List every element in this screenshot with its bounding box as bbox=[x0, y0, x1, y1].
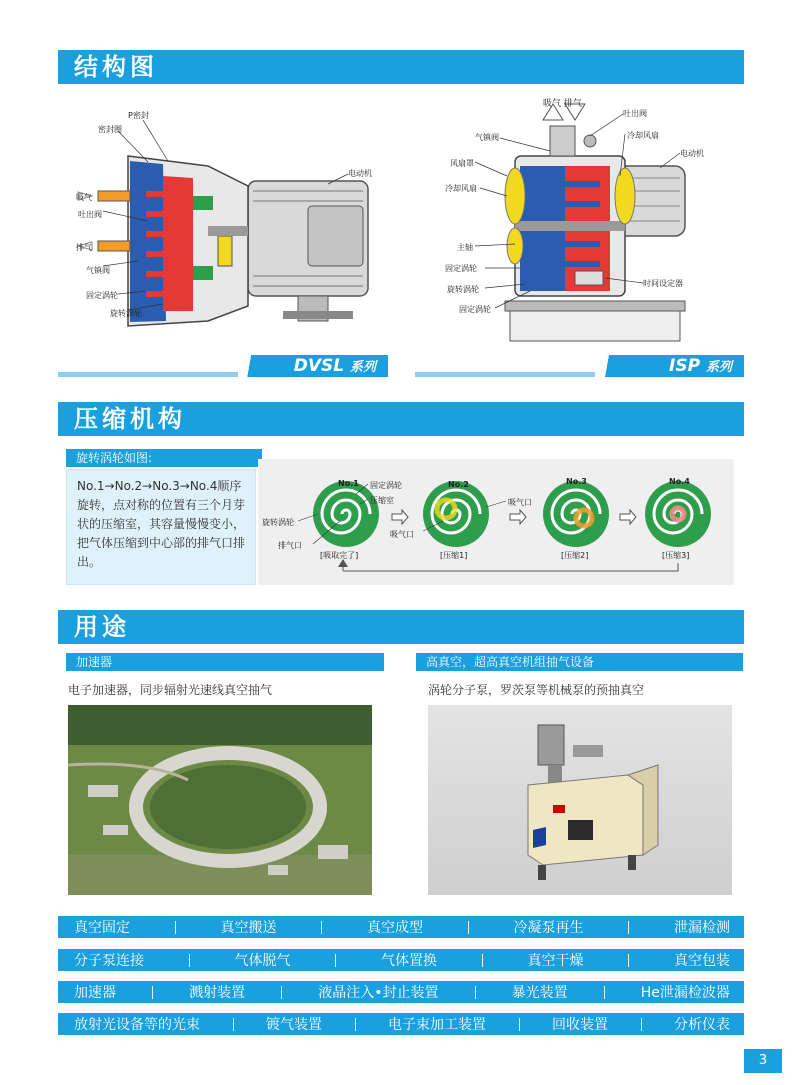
dvsl-label-seal-ring: 密封圈 bbox=[98, 125, 122, 134]
section-title-structure: 结构图 bbox=[58, 50, 744, 84]
scroll-stage-panel bbox=[258, 459, 734, 585]
scroll-stage-2-caption: [压缩1] bbox=[440, 551, 468, 560]
isp-label-fixed-scroll-1: 固定涡轮 bbox=[445, 264, 477, 273]
tag-separator bbox=[233, 1018, 234, 1031]
isp-diagram bbox=[415, 96, 745, 356]
tag-item: 真空搬送 bbox=[220, 920, 277, 936]
vacuum-unit-image bbox=[428, 705, 732, 895]
tag-separator bbox=[468, 921, 469, 934]
tag-separator bbox=[189, 954, 190, 967]
isp-label-ballast: 气镇阀 bbox=[475, 133, 499, 142]
isp-label-timer: 时间设定器 bbox=[643, 279, 683, 288]
isp-series-name: ISP bbox=[669, 356, 701, 376]
tag-separator bbox=[641, 1018, 642, 1031]
tag-separator bbox=[175, 921, 176, 934]
scroll-stage-2-number: No.2 bbox=[448, 480, 469, 489]
tag-separator bbox=[604, 986, 605, 999]
tag-item: 液晶注入•封止装置 bbox=[318, 985, 439, 1001]
usage-right-title: 高真空，超高真空机组抽气设备 bbox=[416, 653, 743, 671]
dvsl-series-name: DVSL bbox=[293, 356, 345, 376]
isp-label-cooling-fan-right: 冷却风扇 bbox=[627, 131, 659, 140]
compression-description-box bbox=[66, 469, 256, 585]
tag-item: 加速器 bbox=[74, 985, 116, 1001]
tag-item: 泄漏检测 bbox=[674, 920, 730, 936]
section-title-usage: 用途 bbox=[58, 610, 744, 644]
tag-item: 分析仪表 bbox=[674, 1017, 730, 1033]
tag-item: 气体置换 bbox=[381, 953, 437, 969]
tag-separator bbox=[321, 921, 322, 934]
tag-row-1 bbox=[58, 916, 744, 938]
tag-item: 真空成型 bbox=[367, 920, 423, 936]
isp-label-discharge-valve: 吐出阀 bbox=[623, 109, 647, 118]
accelerator-aerial-image bbox=[68, 705, 372, 895]
dvsl-label-ballast: 气镇阀 bbox=[86, 266, 110, 275]
isp-pump-illustration bbox=[415, 96, 745, 356]
tag-item: 放射光设备等的光束 bbox=[74, 1017, 200, 1033]
tag-separator bbox=[335, 954, 336, 967]
dvsl-series-suffix: 系列 bbox=[349, 360, 376, 375]
dvsl-label-discharge-valve: 吐出阀 bbox=[78, 210, 102, 219]
tag-item: He泄漏检波器 bbox=[640, 985, 730, 1001]
isp-series-suffix: 系列 bbox=[705, 360, 732, 375]
dvsl-label-fixed-scroll: 固定涡轮 bbox=[86, 291, 118, 300]
tag-row-2 bbox=[58, 949, 744, 971]
tag-separator bbox=[628, 921, 629, 934]
vacuum-unit-photo bbox=[428, 705, 732, 895]
section-title-compression: 压缩机构 bbox=[58, 402, 744, 436]
tag-item: 回收装置 bbox=[552, 1017, 608, 1033]
scroll-stage-3-caption: [压缩2] bbox=[561, 551, 589, 560]
tag-row-3 bbox=[58, 981, 744, 1003]
scroll-label-exhaust-port: 排气口 bbox=[278, 541, 302, 550]
tag-item: 真空包装 bbox=[674, 953, 730, 969]
tag-separator bbox=[519, 1018, 520, 1031]
scroll-stage-1-number: No.1 bbox=[338, 479, 359, 488]
tag-separator bbox=[355, 1018, 356, 1031]
dvsl-series-banner bbox=[232, 355, 388, 377]
isp-label-fan-cover: 风扇罩 bbox=[450, 159, 474, 168]
tag-item: 溅射装置 bbox=[189, 985, 246, 1001]
dvsl-label-motor: 电动机 bbox=[348, 169, 372, 178]
dvsl-pump-illustration bbox=[58, 96, 388, 380]
isp-label-fixed-scroll-2: 固定涡轮 bbox=[459, 305, 491, 314]
usage-left-title: 加速器 bbox=[66, 653, 384, 671]
dvsl-label-exhaust: 排气 bbox=[76, 243, 92, 252]
tag-row-4 bbox=[58, 1013, 744, 1035]
scroll-label-intake-port-b: 吸气口 bbox=[390, 530, 414, 539]
dvsl-label-intake: 吸气 bbox=[76, 193, 92, 202]
isp-label-motor: 电动机 bbox=[680, 149, 704, 158]
compression-description: No.1→No.2→No.3→No.4顺序旋转，点对称的位置有三个月芽状的压缩室，其容量慢慢变小，把气体压缩到中心部的排气口排出。 bbox=[77, 479, 246, 569]
tag-separator bbox=[281, 986, 282, 999]
isp-label-cooling-fan-left: 冷却风扇 bbox=[445, 184, 477, 193]
tag-item: 冷凝泵再生 bbox=[513, 920, 584, 936]
tag-item: 镀气装置 bbox=[266, 1017, 322, 1033]
usage-right-description: 涡轮分子泵，罗茨泵等机械泵的预抽真空 bbox=[428, 683, 645, 697]
tag-separator bbox=[628, 954, 629, 967]
scroll-label-orbit: 旋转涡轮 bbox=[262, 518, 294, 527]
scroll-label-intake-port-a: 吸气口 bbox=[508, 498, 532, 507]
isp-label-main-shaft: 主轴 bbox=[457, 243, 473, 252]
tag-item: 电子束加工装置 bbox=[388, 1017, 486, 1033]
scroll-stage-4-number: No.4 bbox=[669, 477, 690, 486]
tag-item: 真空固定 bbox=[74, 920, 130, 936]
scroll-stage-3-number: No.3 bbox=[566, 477, 587, 486]
tag-item: 暴光装置 bbox=[511, 985, 568, 1001]
tag-separator bbox=[475, 986, 476, 999]
accelerator-photo bbox=[68, 705, 372, 895]
usage-left-description: 电子加速器，同步辐射光速线真空抽气 bbox=[68, 683, 273, 697]
isp-series-banner bbox=[590, 355, 744, 377]
tag-item: 分子泵连接 bbox=[74, 953, 144, 969]
tag-item: 气体脱气 bbox=[234, 953, 291, 969]
dvsl-diagram bbox=[58, 96, 388, 380]
dvsl-label-p-seal: P密封 bbox=[128, 111, 149, 120]
scroll-stage-4-caption: [压缩3] bbox=[662, 551, 690, 560]
scroll-stages-illustration bbox=[258, 459, 734, 585]
tag-separator bbox=[482, 954, 483, 967]
page-number: 3 bbox=[744, 1049, 782, 1073]
isp-label-intake-exhaust: 吸气 排气 bbox=[543, 99, 582, 109]
compression-subtitle: 旋转涡轮如图: bbox=[66, 449, 262, 467]
dvsl-banner-underline bbox=[58, 372, 238, 377]
scroll-label-fixed: 固定涡轮 bbox=[370, 481, 402, 490]
scroll-label-chamber: 压缩室 bbox=[370, 496, 394, 505]
isp-banner-underline bbox=[415, 372, 595, 377]
tag-item: 真空干燥 bbox=[527, 953, 584, 969]
scroll-stage-1-caption: [吸取完了] bbox=[320, 551, 359, 560]
dvsl-label-orbit-scroll: 旋转涡轮 bbox=[110, 309, 142, 318]
isp-label-orbit-scroll: 旋转涡轮 bbox=[447, 285, 479, 294]
tag-separator bbox=[152, 986, 153, 999]
